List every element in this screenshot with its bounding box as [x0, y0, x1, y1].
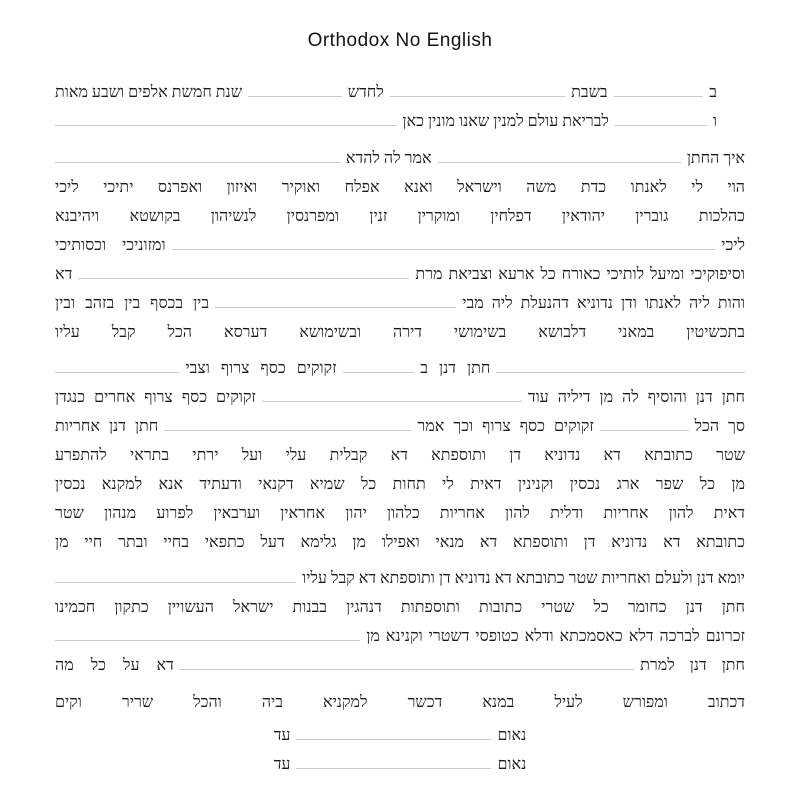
ketubah-line [55, 78, 745, 107]
hebrew-text-segment: ו [712, 113, 717, 130]
ketubah-line [55, 383, 745, 412]
fill-in-blank [343, 359, 415, 373]
ketubah-line [55, 107, 745, 136]
hebrew-text-segment: זכרונם לברכה דלא כאסמכתא ודלא כטופסי דשטרי וקנינא מן [366, 628, 745, 645]
ketubah-line [55, 622, 745, 651]
ketubah-line: מן כל שפר ארג נכסין וקנינין דאית לי תחות כל שמיא דקנאי ודעתיד אנא למקנא נכסין [55, 476, 745, 493]
fill-in-blank [55, 359, 179, 373]
ketubah-text [55, 78, 745, 779]
hebrew-text-segment: זקוקים כסף צרוף וצבי [185, 360, 337, 377]
fill-in-blank [496, 359, 745, 373]
hebrew-text-segment: זקוקים כסף צרוף וכך אמר [417, 418, 594, 435]
hebrew-text-segment: שנת חמשת אלפים ושבע מאות [54, 84, 243, 101]
fill-in-blank [55, 149, 340, 163]
hebrew-text-segment: אמר לה להדא [345, 150, 432, 167]
hebrew-text-segment: וסיפוקיכי ומיעל לותיכי כאורח כל ארעא וצביאת מרת [415, 266, 745, 283]
ketubah-line [55, 289, 745, 318]
hebrew-text-segment: לחדש [347, 84, 384, 101]
ketubah-line [55, 651, 745, 680]
hebrew-text-segment: ליכי [721, 237, 745, 254]
fill-in-blank [164, 417, 411, 431]
hebrew-text-segment: נאום [497, 756, 527, 773]
ketubah-line: חתן דנן כחומר כל שטרי כתובות ותוספתות דנהגין בבנות ישראל העשויין כתקון חכמינו [55, 599, 745, 616]
hebrew-text-segment: חתן דנן אחריות [54, 418, 159, 435]
ketubah-line [55, 721, 745, 750]
ketubah-line: דאית להון אחריות ודלית להון אחריות כלהון יהון אחראין וערבאין לפרוע מנהון שטר [55, 505, 745, 522]
ketubah-line: שטר כתובתא דא נדוניא דן ותוספתא דא קבלית עלי ועל ירתי בתראי להתפרע [55, 447, 745, 464]
hebrew-text-segment: חתן דנן למרת [640, 657, 745, 674]
ketubah-line [55, 412, 745, 441]
ketubah-line: בתכשיטין במאני דלבושא בשימושי דירה ובשימושא דערסא הכל קבל עליו [55, 324, 745, 341]
hebrew-text-segment: בשבת [571, 84, 608, 101]
fill-in-blank [615, 112, 707, 126]
fill-in-blank [55, 112, 396, 126]
hebrew-text-segment: סך הכל [694, 418, 745, 435]
hebrew-text-segment: דא [55, 266, 73, 283]
fill-in-blank [600, 417, 689, 431]
hebrew-text-segment: נאום [497, 727, 527, 744]
hebrew-text-segment: עד [273, 727, 291, 744]
fill-in-blank [180, 656, 634, 670]
fill-in-blank [296, 726, 491, 740]
ketubah-line [55, 260, 745, 289]
hebrew-text-segment: בין בכסף בין בזהב ובין [55, 295, 210, 312]
fill-in-blank [248, 83, 342, 97]
hebrew-text-segment: והות ליה לאנתו ודן נדוניא דהנעלת ליה מבי [462, 295, 745, 312]
ketubah-line [55, 231, 745, 260]
hebrew-text-segment: ומזוניכי וכסותיכי [55, 237, 166, 254]
hebrew-text-segment: חתן דנן ב [420, 360, 491, 377]
fill-in-blank [390, 83, 565, 97]
ketubah-line [55, 564, 745, 593]
fill-in-blank [55, 627, 360, 641]
ketubah-line: כתובתא דא נדוניא דן ותוספתא דא מנאי ואפילו מן גלימא דעל כתפאי בחיי ובתר חיי מן [55, 534, 745, 551]
fill-in-blank [296, 755, 491, 769]
fill-in-blank [78, 265, 409, 279]
hebrew-text-segment: ב [709, 84, 717, 101]
hebrew-text-segment: איך החתן [686, 150, 745, 167]
ketubah-line [55, 750, 745, 779]
fill-in-blank [172, 236, 716, 250]
ketubah-line [55, 144, 745, 173]
hebrew-text-segment: זקוקים כסף צרוף אחרים כנגדן [55, 389, 256, 406]
hebrew-text-segment: יומא דנן ולעלם ואחריות שטר כתובתא דא נדוניא דן ותוספתא דא קבל עליו [302, 570, 745, 587]
ketubah-line: דכתוב ומפורש לעיל במנא דכשר למקניא ביה והכל שריר וקים [55, 694, 745, 711]
fill-in-blank [614, 83, 704, 97]
fill-in-blank [55, 569, 296, 583]
ketubah-line: הוי לי לאנתו כדת משה וישראל ואנא אפלח ואוקיר ואיזון ואפרנס יתיכי ליכי [55, 179, 745, 196]
fill-in-blank [438, 149, 681, 163]
hebrew-text-segment: חתן דנן והוסיף לה מן דיליה עוד [527, 389, 745, 406]
fill-in-blank [215, 294, 456, 308]
fill-in-blank [262, 388, 522, 402]
ketubah-line: כהלכות גוברין יהודאין דפלחין ומוקרין זנין ומפרנסין לנשיהון בקושטא ויהיבנא [55, 208, 745, 225]
hebrew-text-segment: דא על כל מה [55, 657, 174, 674]
ketubah-line [55, 354, 745, 383]
page-title: Orthodox No English [307, 30, 493, 51]
hebrew-text-segment: עד [273, 756, 291, 773]
hebrew-text-segment: לבריאת עולם למנין שאנו מונין כאן [402, 113, 609, 130]
